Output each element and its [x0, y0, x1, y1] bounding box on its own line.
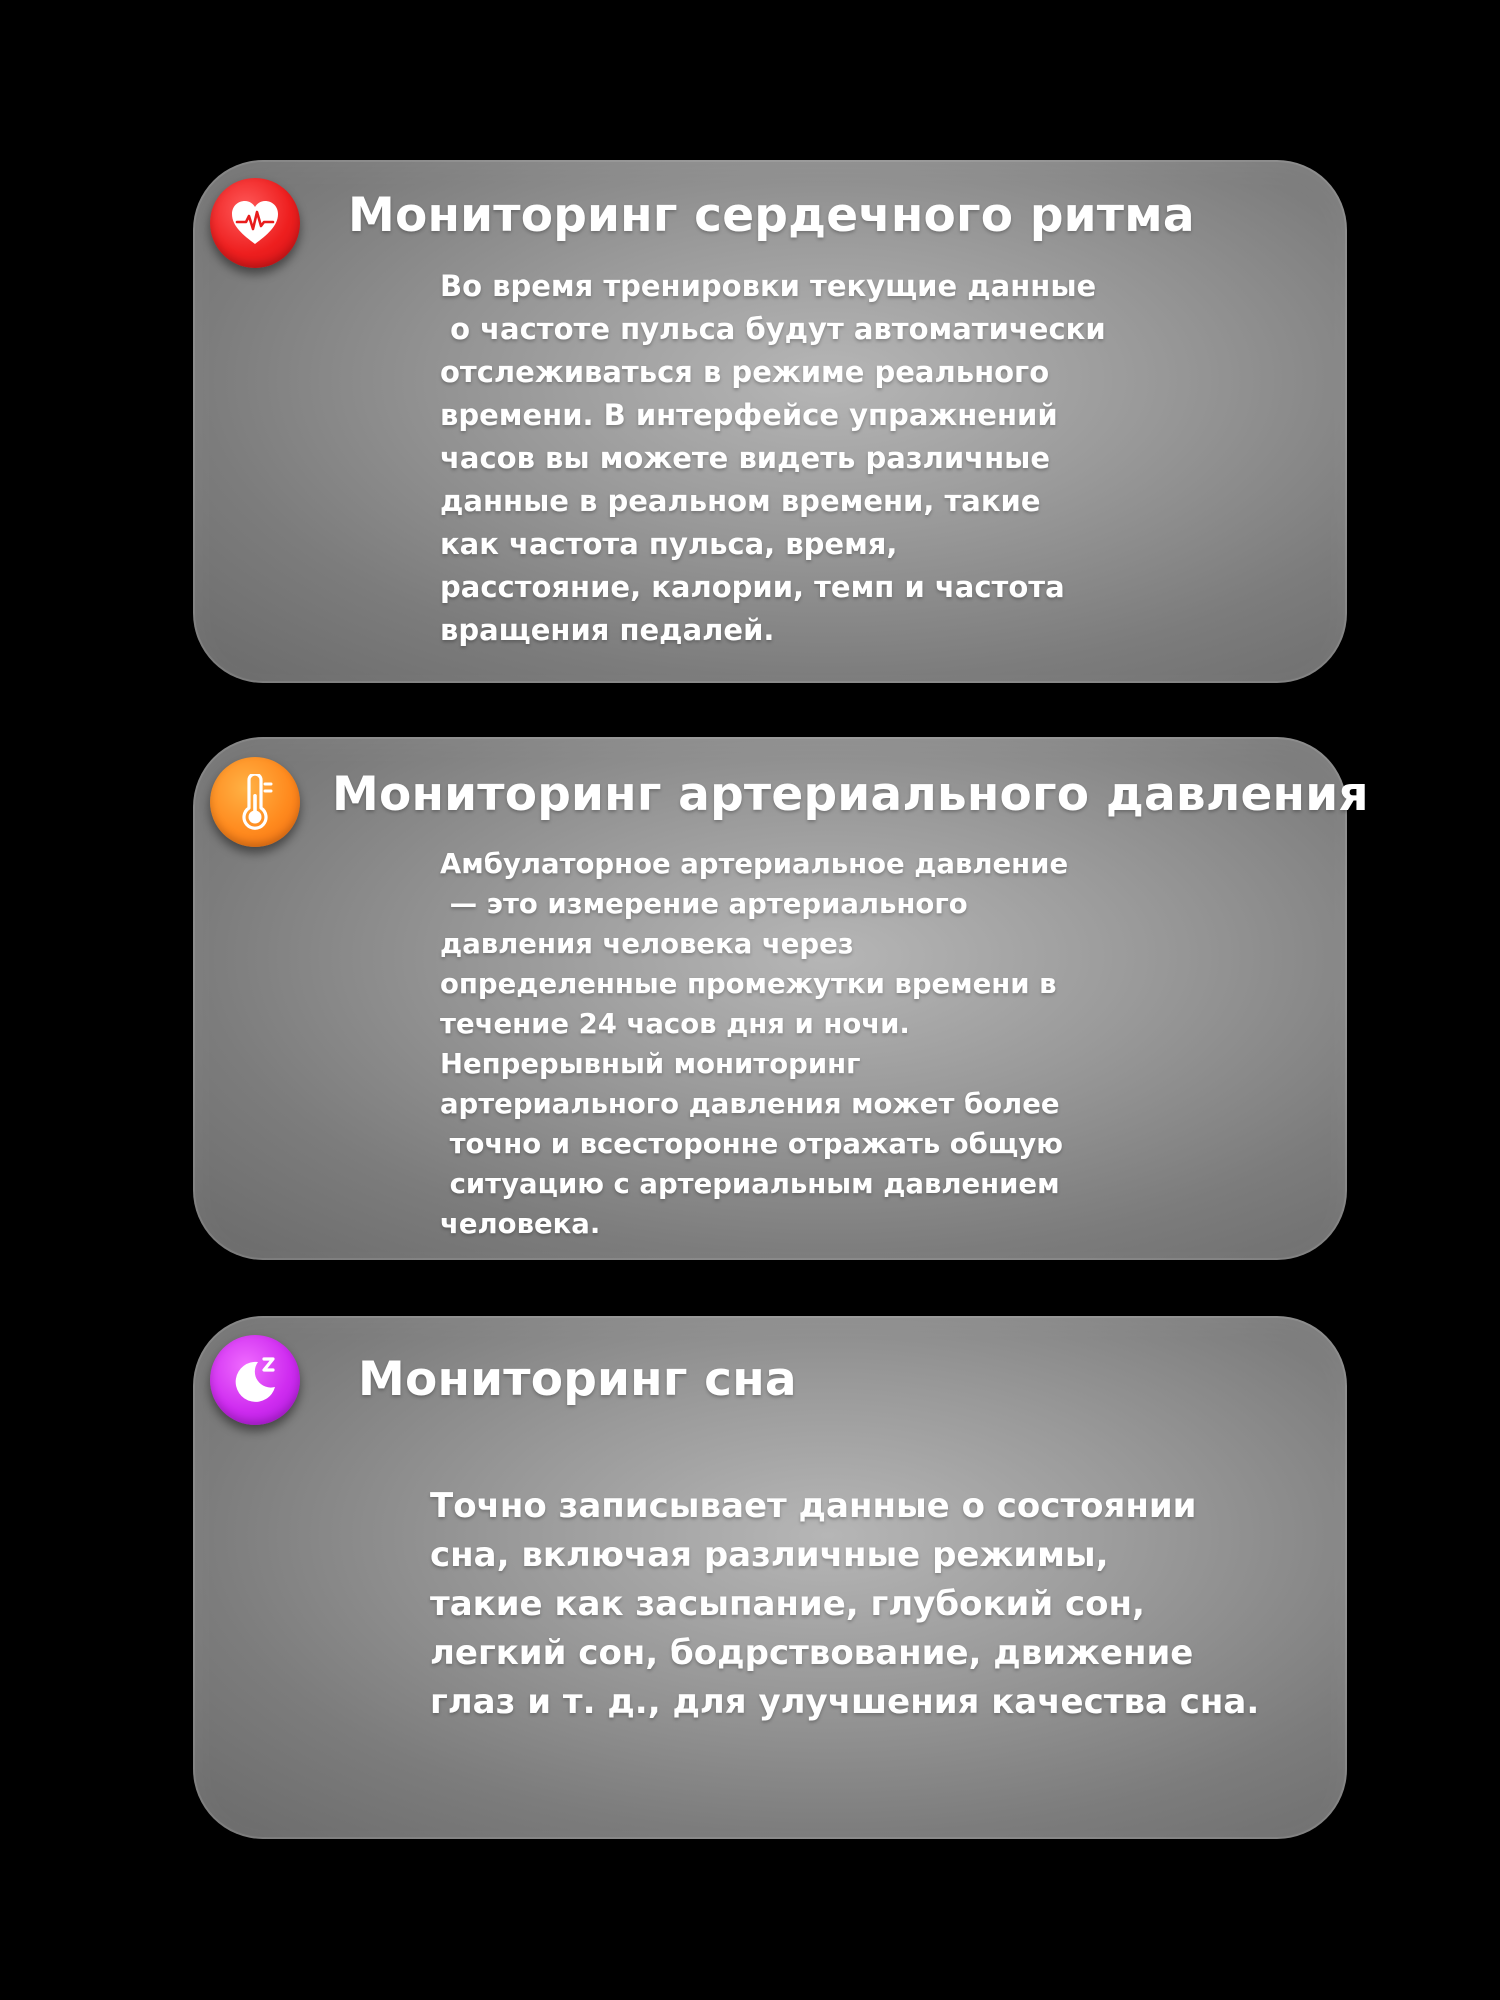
heart-pulse-icon — [210, 178, 300, 268]
blood-pressure-description: Амбулаторное артериальное давление — это измерение артериального давления человека через определенные промежутки времени в течение 24 часов дня и ночи. Непрерывный мониторинг артериального давления может более точно и всесторонне отражать общую ситуацию с артериальным давлением человека. — [440, 848, 1069, 1240]
sleep-title: Мониторинг сна — [358, 1352, 797, 1407]
heart-rate-title: Мониторинг сердечного ритма — [348, 188, 1195, 243]
blood-pressure-title: Мониторинг артериального давления — [332, 767, 1369, 822]
moon-sleep-icon — [210, 1335, 300, 1425]
sleep-description: Точно записывает данные о состоянии сна, включая различные режимы, такие как засыпание, глубокий сон, легкий сон, бодрствование, движение глаз и т. д., для улучшения качества сна. — [430, 1486, 1260, 1722]
sleep-card — [193, 1316, 1347, 1839]
blood-pressure-card — [193, 737, 1369, 1260]
heart-rate-card — [193, 160, 1347, 683]
thermometer-icon — [210, 757, 300, 847]
heart-rate-description: Во время тренировки текущие данные о частоте пульса будут автоматически отслеживаться в режиме реального времени. В интерфейсе упражнений часов вы можете видеть различные данные в реальном времени, такие как частота пульса, время, расстояние, калории, темп и частота вращения педалей. — [440, 269, 1106, 647]
